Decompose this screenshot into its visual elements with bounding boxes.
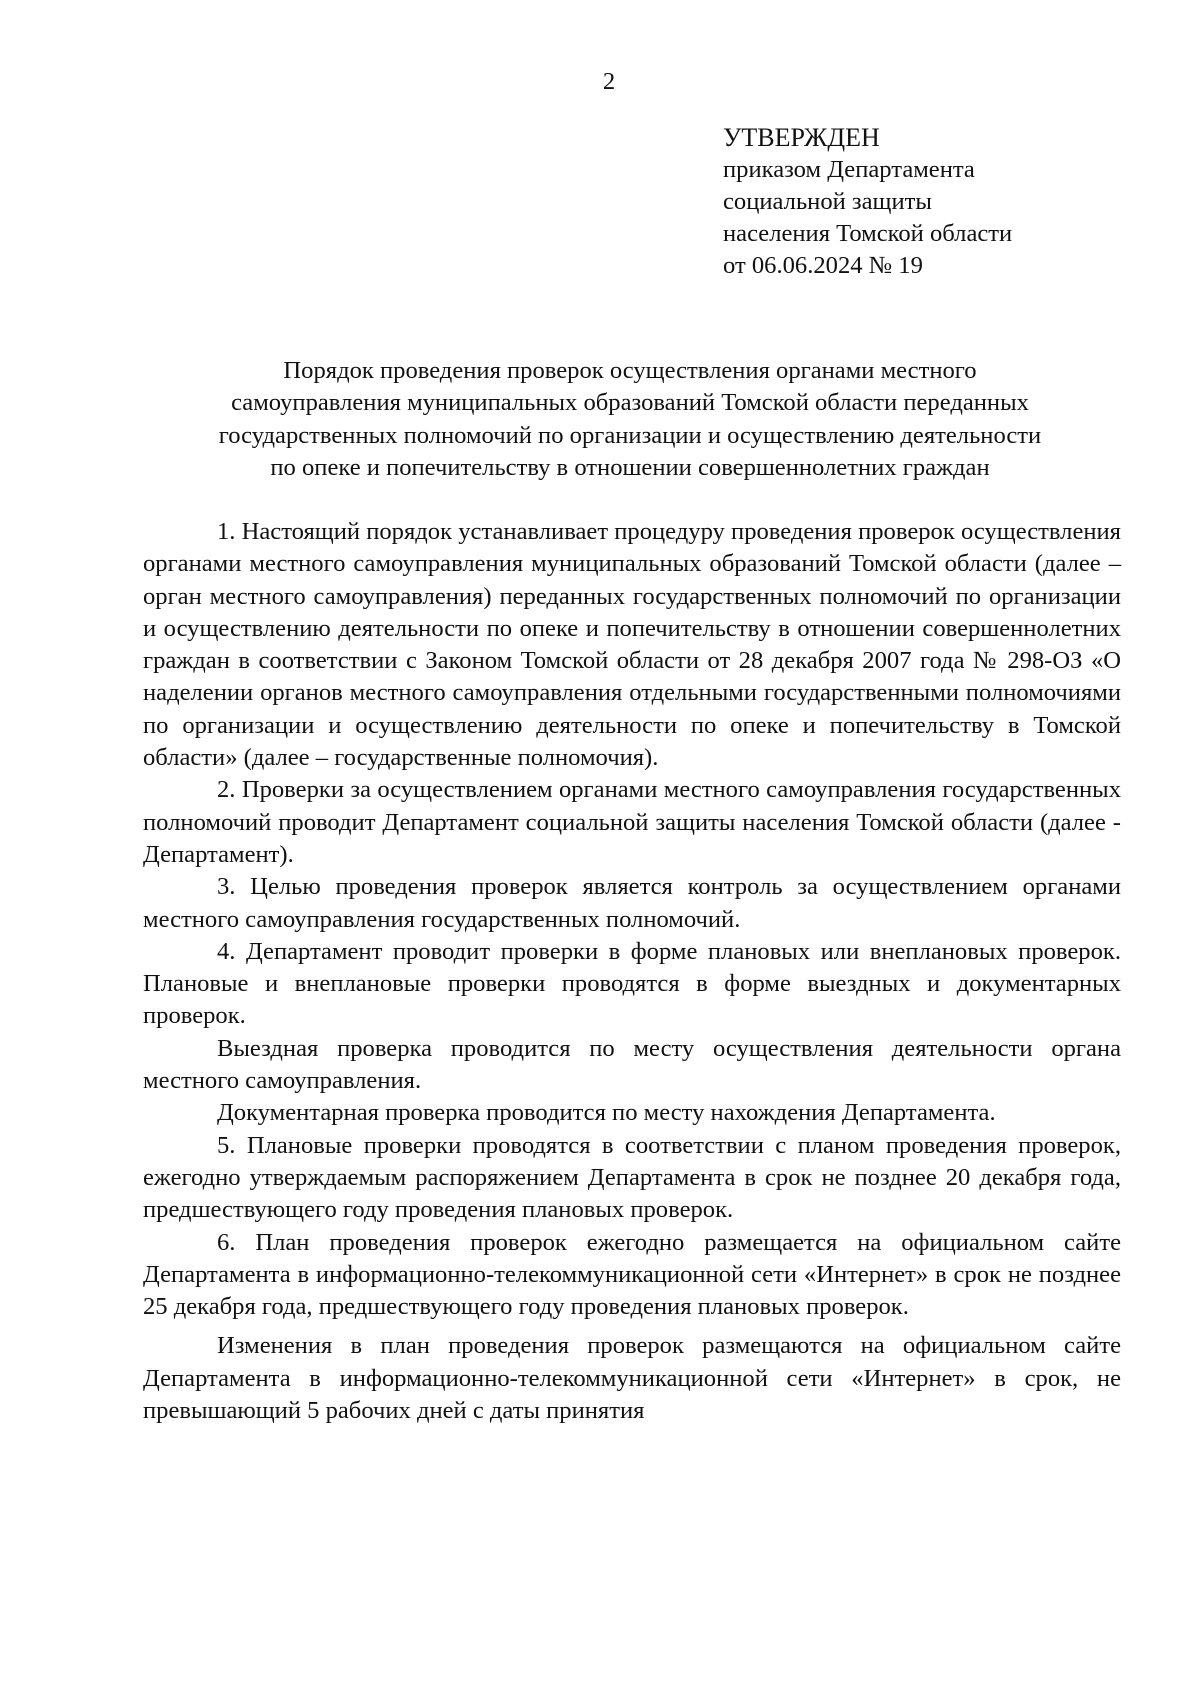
approval-line: приказом Департамента [723,156,975,183]
document-title-line: Порядок проведения проверок осуществления органами местного [283,357,977,384]
paragraph-6: 6. План проведения проверок ежегодно размещается на официальном сайте Департамента в информационно-телекоммуникационной сети «Интернет» в срок не позднее 25 декабря года, предшествующего году проведения плановых проверок. [143,1228,1121,1321]
document-title-line: по опеке и попечительству в отношении совершеннолетних граждан [270,453,990,481]
approval-stamp [723,122,1163,282]
approval-title: УТВЕРЖДЕН [723,123,880,152]
document-title [140,355,1120,484]
paragraph-5: 5. Плановые проверки проводятся в соответствии с планом проведения проверок, ежегодно утверждаемым распоряжением Департамента в срок не позднее 20 декабря года, предшествующего году проведения плановых проверок. [143,1131,1121,1224]
document-title-line: государственных полномочий по организации и осуществлению деятельности [218,421,1042,449]
paragraph-4: 4. Департамент проводит проверки в форме плановых или внеплановых проверок. Плановые и внеплановые проверки проводятся в форме выездных и документарных проверок. [143,937,1121,1030]
paragraph-documentary-inspection: Документарная проверка проводится по месту нахождения Департамента. [217,1099,996,1127]
paragraph-onsite-inspection: Выездная проверка проводится по месту осуществления деятельности органа местного самоуправления. [143,1034,1121,1095]
page-number: 2 [602,68,616,95]
document-title-line: самоуправления муниципальных образований Томской области переданных [231,389,1029,417]
document-body [143,516,1121,1427]
paragraph-plan-changes: Изменения в план проведения проверок размещаются на официальном сайте Департамента в информационно-телекоммуникационной сети «Интернет» в срок, не превышающий 5 рабочих дней с даты принятия [143,1332,1121,1425]
paragraph-3: 3. Целью проведения проверок является контроль за осуществлением органами местного самоуправления государственных полномочий. [143,873,1121,933]
paragraph-1: 1. Настоящий порядок устанавливает процедуру проведения проверок осуществления органами местного самоуправления муниципальных образований Томской области (далее – орган местного самоуправления) переданных государственных полномочий по организации и осуществлению деятельности по опеке и попечительству в отношении совершеннолетних граждан в соответствии с Законом Томской области от 28 декабря 2007 года № 298-ОЗ «О наделении органов местного самоуправления отдельными государственными полномочиями по организации и осуществлению деятельности по опеке и попечительству в Томской области» (далее – государственные полномочия). [143,518,1121,772]
approval-line: населения Томской области [723,220,1013,247]
approval-line: социальной защиты [723,188,932,215]
approval-date-number: от 06.06.2024 № 19 [723,252,923,279]
paragraph-2: 2. Проверки за осуществлением органами местного самоуправления государственных полномочий проводит Департамент социальной защиты населения Томской области (далее - Департамент). [143,776,1121,868]
